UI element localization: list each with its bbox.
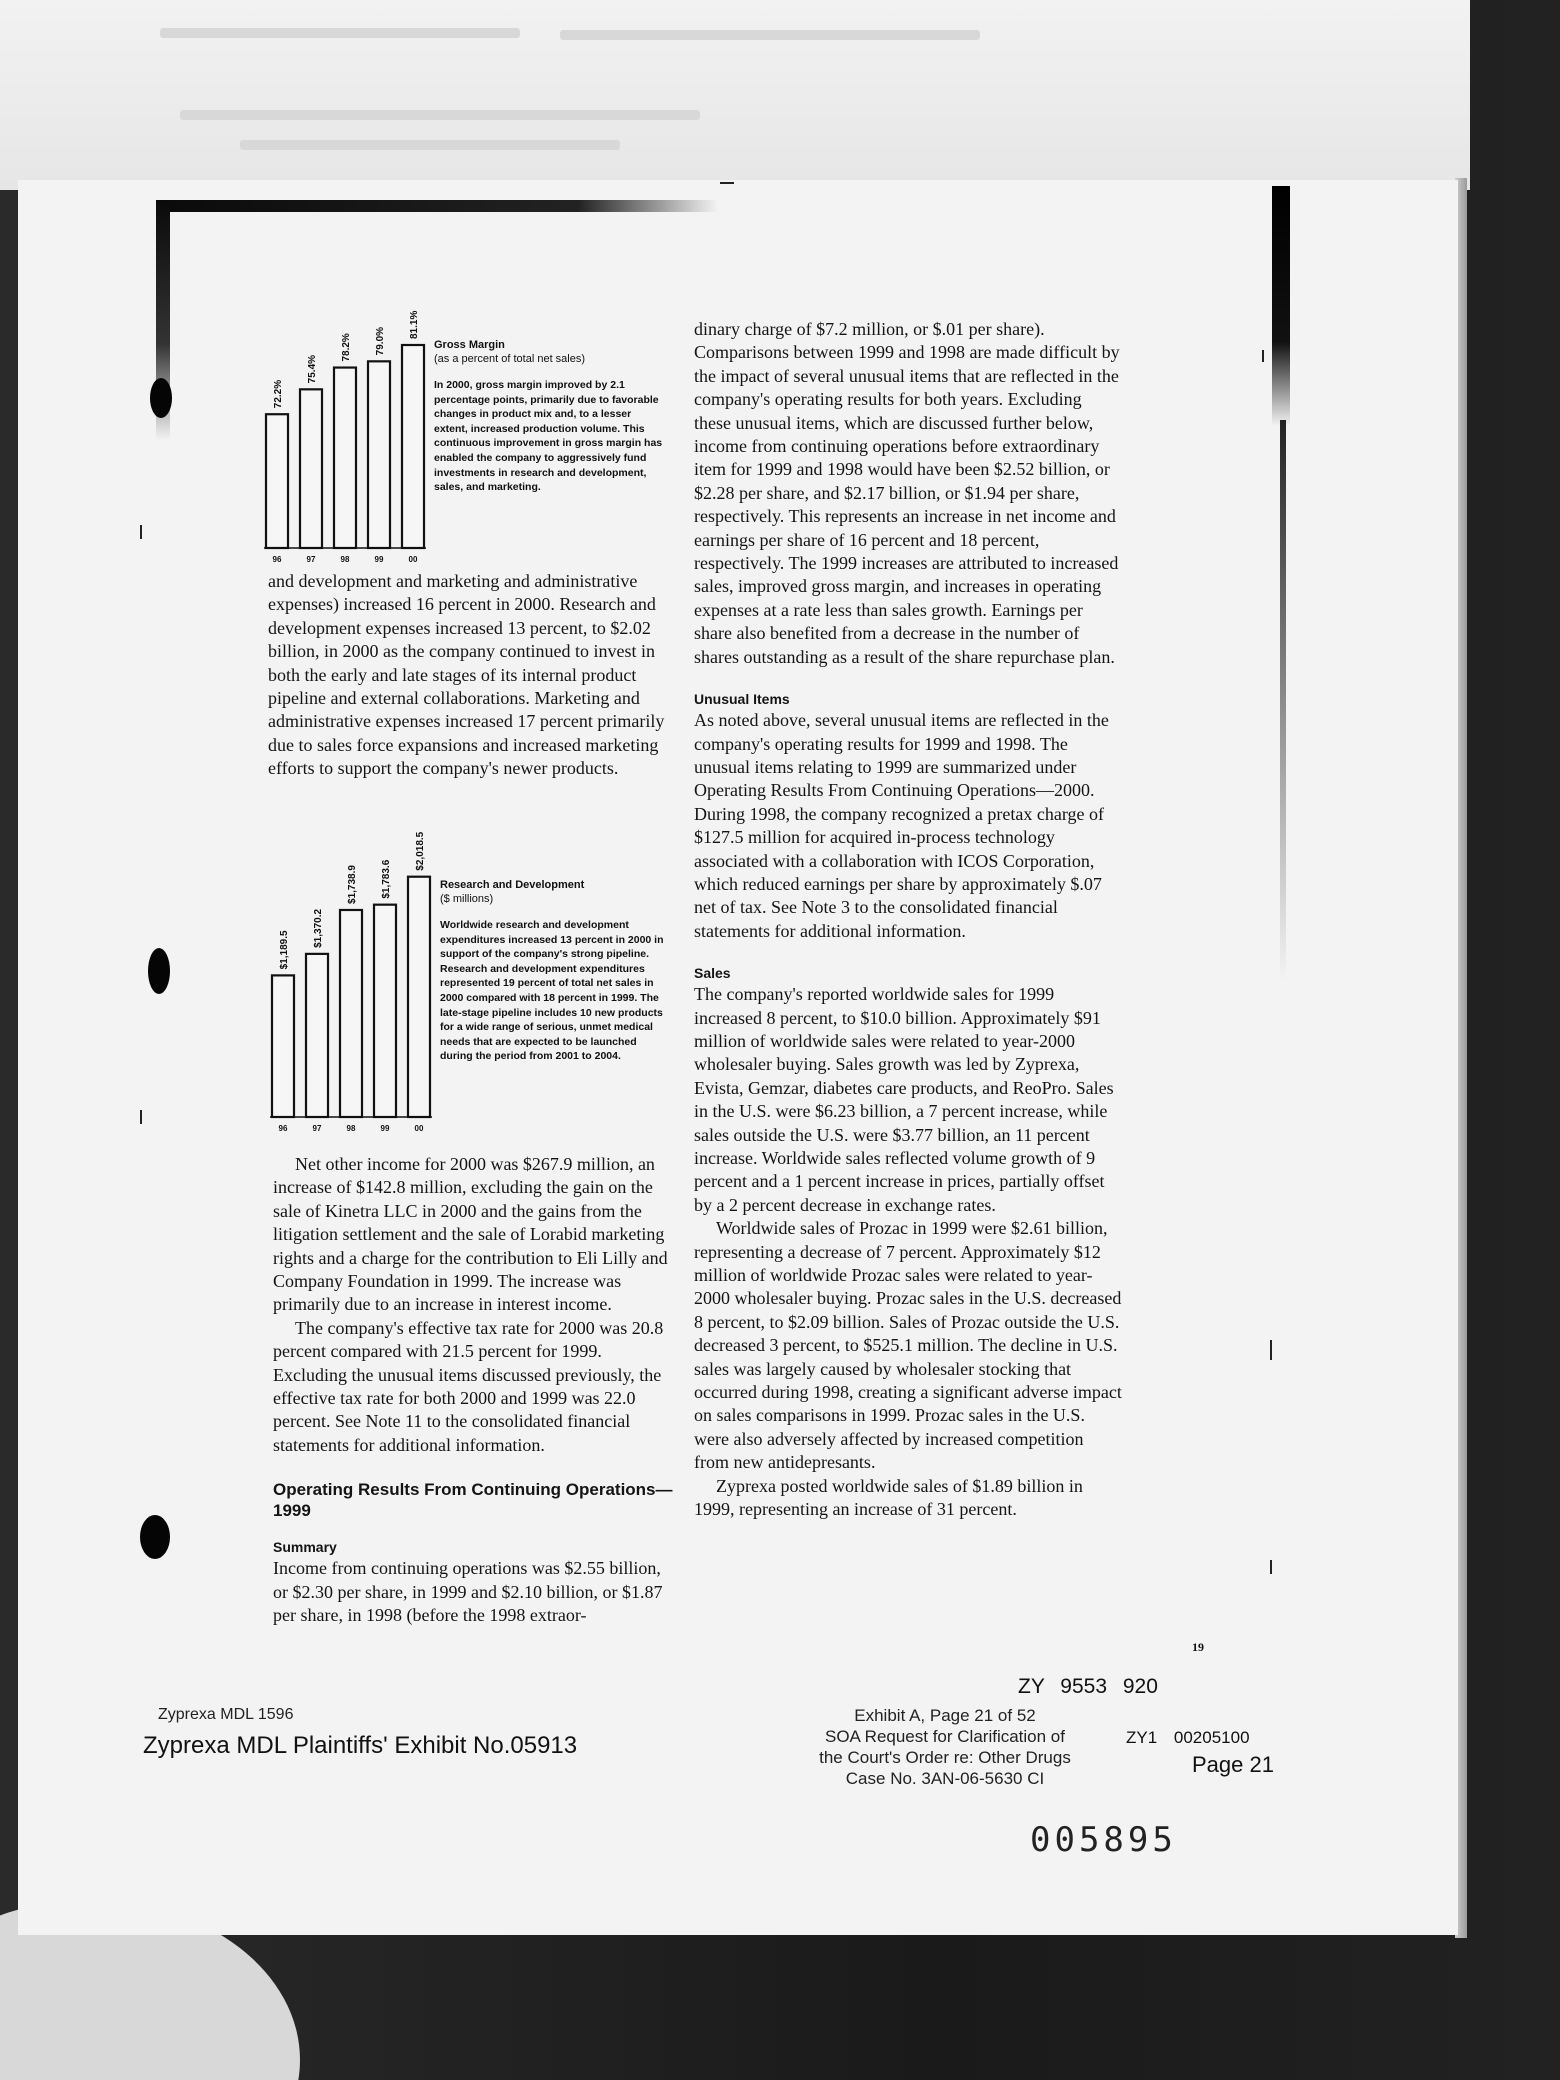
bar-97	[306, 954, 328, 1117]
heading-operating-results: Operating Results From Continuing Operations—1999	[273, 1480, 673, 1521]
tick-label-98: 98	[346, 1124, 356, 1133]
scan-speck	[1262, 350, 1264, 362]
data-label-00: $2,018.5	[415, 831, 426, 871]
tick-label-98: 98	[340, 555, 350, 564]
heading-sales: Sales	[694, 965, 731, 982]
bar-96	[266, 414, 288, 548]
rd-chart	[262, 812, 447, 1137]
bar-00	[402, 345, 424, 548]
rd-bars	[262, 812, 447, 1137]
punch-hole-middle	[148, 948, 170, 994]
data-label-97: $1,370.2	[313, 908, 324, 948]
exhibit-stamp	[800, 1705, 1090, 1789]
left-column-top	[268, 570, 676, 781]
exhibit-label: Zyprexa MDL Plaintiffs' Exhibit No.05913	[143, 1732, 578, 1759]
heading-summary: Summary	[273, 1539, 337, 1556]
bar-97	[300, 389, 322, 548]
scan-speck	[1270, 1340, 1272, 1360]
bates-number-bottom: 005895	[1030, 1820, 1177, 1860]
tick-label-96: 96	[278, 1124, 288, 1133]
tick-label-96: 96	[272, 555, 282, 564]
exhibit-line-1: Exhibit A, Page 21 of 52	[854, 1706, 1036, 1725]
data-label-98: 78.2%	[341, 333, 352, 362]
data-label-97: 75.4%	[307, 354, 318, 384]
tick-label-97: 97	[306, 555, 316, 564]
tick-label-00: 00	[414, 1124, 424, 1133]
punch-hole-top	[150, 378, 172, 418]
data-label-99: $1,783.6	[381, 859, 392, 899]
gross-margin-title: Gross Margin	[434, 339, 505, 351]
bates-stamp-top: ZY 9553 920	[1018, 1675, 1158, 1698]
right-para-prozac: Worldwide sales of Prozac in 1999 were $2.61 billion, representing a decrease of 7 percent. Approximately $12 million of worldwide Prozac sales were related to year-2000 wholesaler buying. Prozac sales in the U.S. decreased 8 percent, to $2.09 billion. Sales of Prozac outside the U.S. decreased 3 percent, to $525.1 million. The decline in U.S. sales was largely caused by wholesaler stocking that occurred during 1998, creating a significant adverse impact on sales comparisons in 1999. Prozac sales in the U.S. were also adversely affected by increased competition from new antidepresants.	[694, 1218, 1122, 1473]
exhibit-line-2: SOA Request for Clarification of	[824, 1727, 1065, 1746]
gross-margin-subtitle: (as a percent of total net sales)	[434, 353, 586, 365]
bar-98	[334, 368, 356, 548]
left-para-summary: Income from continuing operations was $2.55 billion, or $2.30 per share, in 1999 and $2.10 billion, or $1.87 per share, in 1998 (before the 1998 extraor-	[273, 1558, 663, 1626]
bar-99	[374, 905, 396, 1117]
rd-title: Research and Development	[440, 879, 585, 891]
scan-speck	[140, 1110, 142, 1124]
right-para-comparisons: dinary charge of $7.2 million, or $.01 per share). Comparisons between 1999 and 1998 are made difficult by the impact of several unusual items that are reflected in the company's operating results for both years. Excluding these unusual items, which are discussed further below, income from continuing operations before extraordinary item for 1999 and 1998 would have been $2.52 billion, or $2.28 per share, and $2.17 billion, or $1.94 per share, respectively. This represents an increase in net income and earnings per share of 16 percent and 18 percent, respectively. The 1999 increases are attributed to increased sales, improved gross margin, and increases in operating expenses at a rate less than sales growth. Earnings per share also benefited from a decrease in the number of shares outstanding as a result of the share repurchase plan.	[694, 319, 1120, 667]
tick-label-97: 97	[312, 1124, 322, 1133]
heading-unusual-items: Unusual Items	[694, 691, 790, 708]
right-para-unusual: As noted above, several unusual items are reflected in the company's operating results for 1999 and 1998. The unusual items relating to 1999 are summarized under Operating Results From Continuing Operations—2000. During 1998, the company recognized a pretax charge of $127.5 million for acquired in-process technology associated with a collaboration with ICOS Corporation, which reduced earnings per share by approximately $.07 net of tax. See Note 3 to the consolidated financial statements for additional information.	[694, 710, 1109, 941]
scan-border-right-fade	[1280, 420, 1286, 980]
tick-label-00: 00	[408, 555, 418, 564]
scan-speck	[140, 525, 142, 539]
scan-speck	[720, 182, 734, 184]
data-label-96: $1,189.5	[279, 930, 290, 970]
exhibit-line-4: Case No. 3AN-06-5630 CI	[845, 1769, 1045, 1788]
punch-hole-bottom	[140, 1515, 170, 1559]
exhibit-line-3: the Court's Order re: Other Drugs	[819, 1748, 1071, 1767]
right-column	[694, 318, 1122, 1522]
tick-label-99: 99	[380, 1124, 390, 1133]
underlying-sheet	[0, 0, 1470, 190]
data-label-99: 79.0%	[375, 326, 386, 356]
bar-98	[340, 910, 362, 1117]
rd-subtitle: ($ millions)	[440, 893, 494, 905]
gross-margin-chart	[258, 300, 443, 562]
data-label-98: $1,738.9	[347, 865, 358, 904]
left-column-bottom	[273, 1153, 676, 1628]
gross-margin-text: In 2000, gross margin improved by 2.1 percentage points, primarily due to favorable changes in product mix and, to a lesser extent, increased production volume. This continuous improvement in gross margin has enabled the company to aggressively fund investments in research and development, sales, and marketing.	[434, 379, 663, 494]
scan-border-right	[1272, 186, 1290, 426]
gross-margin-caption	[434, 338, 666, 495]
scan-speck	[1270, 1560, 1272, 1574]
right-para-sales: The company's reported worldwide sales for 1999 increased 8 percent, to $10.0 billion. Approximately $91 million of worldwide sales were related to year-2000 wholesaler buying. Sales growth was led by Zyprexa, Evista, Gemzar, diabetes care products, and ReoPro. Sales in the U.S. were $6.23 billion, a 7 percent increase, while sales outside the U.S. were $3.77 billion, an 11 percent increase. Worldwide sales reflected volume growth of 9 percent and a 1 percent increase in prices, partially offset by a 2 percent decrease in exchange rates.	[694, 984, 1114, 1215]
data-label-00: 81.1%	[409, 310, 420, 339]
mdl-label: Zyprexa MDL 1596	[158, 1706, 294, 1723]
gross-margin-bars	[258, 300, 443, 562]
left-para-other-income: Net other income for 2000 was $267.9 million, an increase of $142.8 million, excluding the gain on the sale of Kinetra LLC in 2000 and the gains from the litigation settlement and the sale of Lorabid marketing rights and a charge for the contribution to Eli Lilly and Company Foundation in 1999. The increase was primarily due to an increase in interest income.	[273, 1154, 668, 1315]
rd-caption	[440, 878, 672, 1064]
bar-00	[408, 877, 430, 1117]
tick-label-99: 99	[374, 555, 384, 564]
bar-99	[368, 361, 390, 548]
page-number: 19	[1192, 1640, 1204, 1654]
data-label-96: 72.2%	[273, 379, 284, 409]
scan-border-top	[158, 200, 718, 212]
page-stamp: Page 21	[1192, 1752, 1274, 1777]
left-para-tax-rate: The company's effective tax rate for 2000 was 20.8 percent compared with 21.5 percent for 1999. Excluding the unusual items discussed previously, the effective tax rate for both 2000 and 1999 was 22.0 percent. See Note 11 to the consolidated financial statements for additional information.	[273, 1317, 664, 1455]
left-para-expenses: and development and marketing and administrative expenses) increased 16 percent in 2000. Research and development expenses increased 13 percent, to $2.02 billion, in 2000 as the company continued to invest in both the early and late stages of its internal product pipeline and external collaborations. Marketing and administrative expenses increased 17 percent primarily due to sales force expansions and increased marketing efforts to support the company's newer products.	[268, 571, 665, 779]
right-para-zyprexa: Zyprexa posted worldwide sales of $1.89 billion in 1999, representing an increase of 31 percent.	[694, 1475, 1083, 1520]
control-number-stamp: ZY1 00205100	[1126, 1728, 1250, 1747]
rd-text: Worldwide research and development expenditures increased 13 percent in 2000 in support of the company's strong pipeline. Research and development expenditures represented 19 percent of total net sales in 2000 compared with 18 percent in 1999. The late-stage pipeline includes 10 new products for a wide range of serious, unmet medical needs that are expected to be launched during the period from 2001 to 2004.	[440, 919, 664, 1063]
bar-96	[272, 975, 294, 1117]
